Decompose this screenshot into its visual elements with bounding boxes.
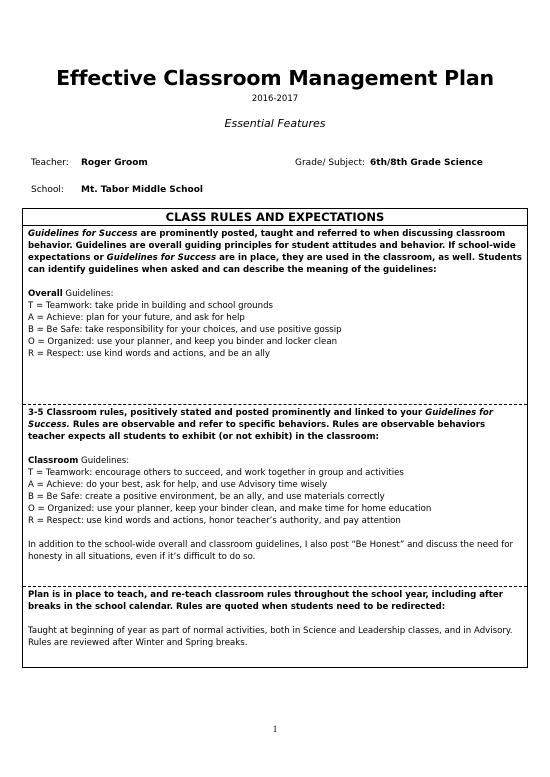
page-number: 1 — [272, 724, 278, 734]
rules-text-1: 3-5 Classroom rules, positively stated and posted prominently and linked to your — [28, 408, 426, 418]
overall-heading — [28, 288, 522, 300]
rules-heading: CLASS RULES AND EXPECTATIONS — [23, 209, 527, 226]
list-item: T = Teamwork: take pride in building and school grounds — [28, 301, 274, 311]
page-title: Effective Classroom Management Plan — [56, 66, 494, 90]
rules-paragraph — [28, 407, 522, 443]
overall-heading-rest: Guidelines: — [62, 289, 114, 299]
list-item: A = Achieve: do your best, ask for help, and use Advisory time wisely — [28, 480, 328, 490]
classroom-heading-rest: Guidelines: — [78, 456, 130, 466]
list-item: A = Achieve: plan for your future, and ask for help — [28, 313, 245, 323]
teacher-row — [31, 158, 148, 168]
guidelines-term-2: Guidelines for Success — [106, 253, 217, 263]
list-item: B = Be Safe: create a positive environment, be an ally, and use materials correctly — [28, 492, 385, 502]
list-item: R = Respect: use kind words and actions, and be an ally — [28, 349, 270, 359]
list-item: O = Organized: use your planner, and keep you binder and locker clean — [28, 337, 338, 347]
reteach-text: Plan is in place to teach, and re-teach classroom rules throughout the school year, including after breaks in the school calendar. Rules are quoted when students need to be redirected: — [28, 590, 503, 612]
guidelines-paragraph — [28, 228, 522, 276]
guidelines-text-2: are in place, they are used in the classroom, as well. Students can identify guidelines when asked and can describe the meaning of the guidelines: — [28, 253, 522, 275]
teacher-label: Teacher: — [31, 158, 69, 168]
rules-box — [22, 208, 528, 668]
grade-value: 6th/8th Grade Science — [370, 158, 483, 168]
rules-term: Guidelines for Success. — [28, 408, 494, 430]
grade-label: Grade/ Subject: — [295, 158, 366, 168]
teacher-value: Roger Groom — [81, 158, 148, 168]
list-item: O = Organized: use your planner, keep your binder clean, and make time for home education — [28, 504, 432, 514]
school-year: 2016-2017 — [251, 94, 299, 104]
guidelines-term-1: Guidelines for Success — [28, 229, 138, 239]
classroom-rules-section — [23, 404, 527, 586]
reteach-note: Taught at beginning of year as part of normal activities, both in Science and Leadership classes, and in Advisory. Rules are reviewed after Winter and Spring breaks. — [28, 626, 513, 648]
overall-heading-bold: Overall — [28, 289, 63, 299]
honesty-note: In addition to the school-wide overall and classroom guidelines, I also post “Be Honest” and discuss the need for honesty in all situations, even if it’s difficult to do so. — [28, 540, 514, 562]
guidelines-section — [23, 226, 527, 404]
list-item: R = Respect: use kind words and actions, honor teacher’s authority, and pay attention — [28, 516, 401, 526]
guidelines-text-1: are prominently posted, taught and referred to when discussing classroom behavior. Guidelines are overall guiding principles for student attitudes and behavior. If school-wide expectations or — [28, 229, 516, 263]
school-label: School: — [31, 185, 64, 195]
classroom-heading-bold: Classroom — [28, 456, 79, 466]
list-item: T = Teamwork: encourage others to succeed, and work together in group and activities — [28, 468, 404, 478]
reteach-section — [23, 586, 527, 668]
page-subtitle: Essential Features — [224, 117, 326, 130]
grade-row — [295, 158, 483, 168]
school-value: Mt. Tabor Middle School — [81, 185, 203, 195]
reteach-paragraph — [28, 589, 522, 613]
list-item: B = Be Safe: take responsibility for your choices, and use positive gossip — [28, 325, 342, 335]
rules-text-2: Rules are observable and refer to specific behaviors. Rules are observable behaviors teacher expects all students to exhibit (or not exhibit) in the classroom: — [28, 420, 486, 442]
school-row — [31, 185, 203, 195]
classroom-heading — [28, 455, 522, 467]
